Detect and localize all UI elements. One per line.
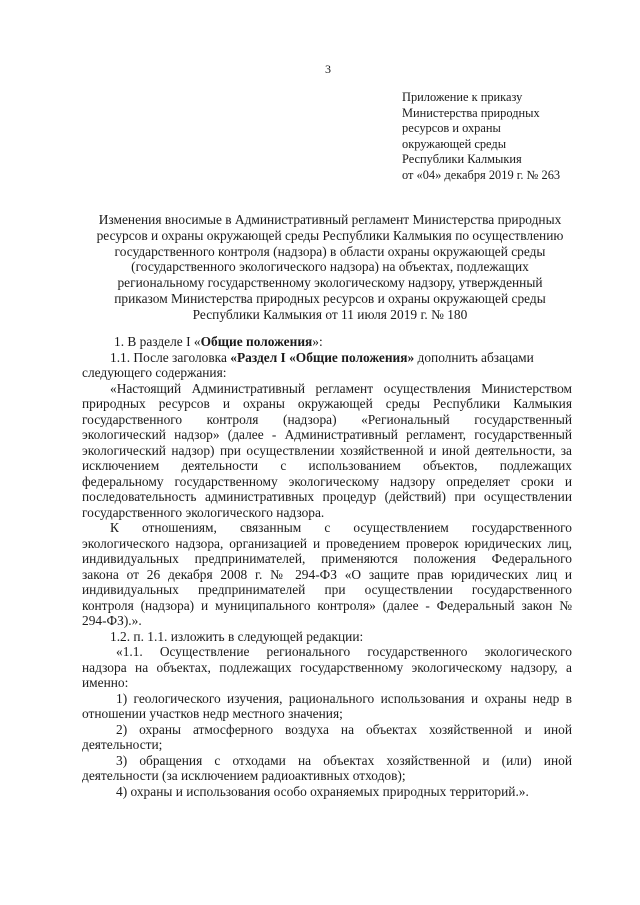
paragraph-line: «1.1. Осуществление регионального государственного экологического bbox=[116, 644, 572, 659]
appendix-line: Приложение к приказу bbox=[402, 90, 523, 104]
paragraph-line: контроля (надзора) и муниципального контроля» (далее - Федеральный закон № bbox=[82, 597, 572, 613]
list-item bbox=[82, 784, 572, 800]
list-item-line: 1) геологического изучения, рационального использования и охраны недр в bbox=[116, 690, 572, 706]
section-item-1: 1. В разделе I «Общие положения»: bbox=[114, 334, 323, 349]
paragraph-2 bbox=[82, 520, 572, 629]
paragraph-line: «Настоящий Административный регламент осуществления Министерством bbox=[110, 380, 572, 396]
list-item-line: 2) охраны атмосферного воздуха на объектах хозяйственной и иной bbox=[116, 721, 572, 737]
paragraph-line: экологический надзор) при осуществлении хозяйственной и иной деятельности, за bbox=[82, 442, 572, 458]
subitem-1-2: 1.2. п. 1.1. изложить в следующей редакции: bbox=[110, 628, 364, 644]
subitem-1-1-bold: «Раздел I «Общие положения» bbox=[230, 349, 415, 365]
appendix-header bbox=[402, 90, 632, 184]
paragraph-line: индивидуальных предпринимателей при осуществлении государственного bbox=[82, 582, 572, 597]
paragraph-line: последовательность административных процедур (действий) при осуществлении bbox=[82, 489, 572, 504]
section-name-bold: Общие положения bbox=[200, 334, 313, 349]
subitem-1-1-continuation: следующего содержания: bbox=[82, 365, 227, 380]
document-body bbox=[82, 334, 572, 799]
appendix-line: от «04» декабря 2019 г. № 263 bbox=[402, 167, 561, 182]
paragraph-line: исключением деятельности с использованием объектов, подлежащих bbox=[82, 458, 572, 473]
paragraph-line: именно: bbox=[82, 675, 129, 690]
list-item-line: отношении участков недр местного значения; bbox=[82, 706, 343, 721]
paragraph-line: государственного контроля (надзора) «Региональный государственный bbox=[82, 411, 572, 427]
list-item-line: деятельности (за исключением радиоактивных отходов); bbox=[82, 768, 406, 783]
paragraph-line: природных ресурсов и охраны окружающей среды Республики Калмыкия bbox=[82, 396, 572, 411]
paragraph-line: индивидуальных предпринимателей, применяются положения Федерального bbox=[82, 551, 572, 566]
paragraph-line: государственного экологического надзора. bbox=[82, 504, 325, 520]
page-number: 3 bbox=[325, 62, 331, 76]
list-item-line: деятельности; bbox=[82, 737, 163, 752]
appendix-line: ресурсов и охраны bbox=[402, 121, 501, 136]
enumerated-list bbox=[82, 691, 572, 800]
paragraph-line: 294-ФЗ).». bbox=[82, 613, 142, 628]
paragraph-1 bbox=[82, 381, 572, 521]
paragraph-line: К отношениям, связанным с осуществлением государственного bbox=[110, 520, 572, 535]
appendix-line: Республики Калмыкия bbox=[402, 152, 522, 167]
appendix-line: Министерства природных bbox=[402, 105, 540, 120]
title-line: ресурсов и охраны окружающей среды Республики Калмыкия по осуществлению bbox=[96, 227, 564, 243]
appendix-line: окружающей среды bbox=[402, 136, 507, 151]
paragraph-line: экологический надзор» (далее - Административный регламент, государственный bbox=[82, 427, 572, 442]
paragraph-line: экологического надзора, организацией и проведением проверок юридических лиц, bbox=[82, 535, 572, 551]
title-line: государственного контроля (надзора) в области охраны окружающей среды bbox=[114, 243, 546, 259]
paragraph-3 bbox=[82, 644, 572, 691]
title-line: Изменения вносимые в Административный регламент Министерства природных bbox=[98, 212, 562, 227]
paragraph-line: надзора на объектах, подлежащих государственному экологическому надзору, а bbox=[82, 659, 572, 675]
title-line: приказом Министерства природных ресурсов и охраны окружающей среды bbox=[114, 290, 546, 306]
title-line: региональному государственному экологическому надзору, утвержденный bbox=[117, 275, 543, 291]
list-item bbox=[82, 753, 572, 784]
list-item-line: 3) обращения с отходами на объектах хозяйственной и (или) иной bbox=[116, 752, 572, 768]
subitem-1-1: 1.1. После заголовка «Раздел I «Общие положения» дополнить абзацами bbox=[110, 349, 534, 365]
title-line: Республики Калмыкия от 11 июля 2019 г. № 180 bbox=[192, 306, 468, 322]
paragraph-line: федеральному государственному экологическому надзору определяет сроки и bbox=[82, 473, 572, 489]
paragraph-line: закона от 26 декабря 2008 г. № 294-ФЗ «О защите прав юридических лиц и bbox=[82, 566, 572, 582]
list-item bbox=[82, 722, 572, 753]
document-title bbox=[82, 212, 578, 323]
list-item bbox=[82, 691, 572, 722]
list-item-line: 4) охраны и использования особо охраняемых природных территорий.». bbox=[116, 783, 529, 799]
title-line: (государственного экологического надзора) на объектах, подлежащих bbox=[131, 259, 529, 275]
